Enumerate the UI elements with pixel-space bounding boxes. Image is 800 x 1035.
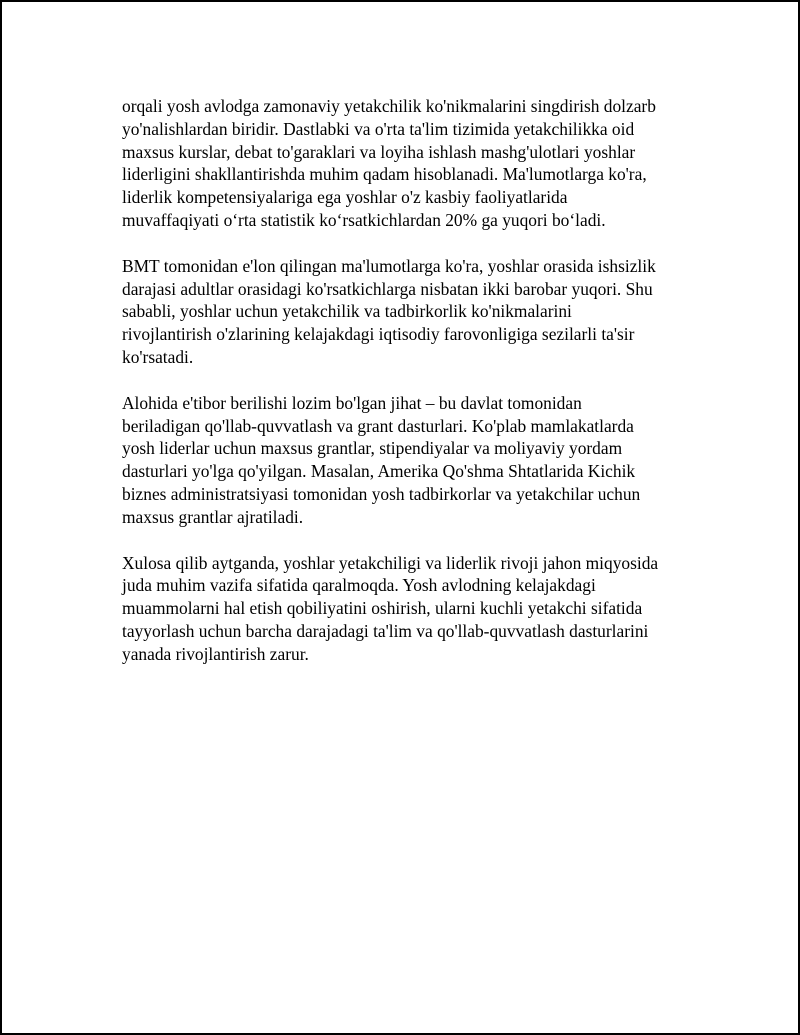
text-line: muammolarni hal etish qobiliyatini oshirish, ularni kuchli yetakchi sifatida [122, 598, 643, 619]
text-line: beriladigan qo'llab-quvvatlash va grant dasturlari. Ko'plab mamlakatlarda [122, 415, 634, 436]
text-line: yo'nalishlardan biridir. Dastlabki va o'rta ta'lim tizimida yetakchilikka oid [122, 118, 635, 139]
text-line: darajasi adultlar orasidagi ko'rsatkichlarga nisbatan ikki barobar yuqori. Shu [122, 278, 653, 299]
text-line: Xulosa qilib aytganda, yoshlar yetakchiligi va liderlik rivoji jahon miqyosida [122, 552, 659, 573]
text-line: liderligini shakllantirishda muhim qadam hisoblanadi. Ma'lumotlarga ko'ra, [122, 164, 647, 185]
text-line: liderlik kompetensiyalariga ega yoshlar o'z kasbiy faoliyatlarida [122, 187, 568, 208]
text-line: biznes administratsiyasi tomonidan yosh tadbirkorlar va yetakchilar uchun [122, 483, 641, 504]
text-line: ko'rsatadi. [122, 346, 194, 367]
text-line: yanada rivojlantirish zarur. [122, 643, 309, 664]
paragraph-3 [122, 392, 702, 529]
text-line: maxsus grantlar ajratiladi. [122, 506, 304, 527]
text-line: sababli, yoshlar uchun yetakchilik va tadbirkorlik ko'nikmalarini [122, 301, 572, 322]
text-line: muvaffaqiyati o‘rta statistik ko‘rsatkichlardan 20% ga yuqori bo‘ladi. [122, 209, 606, 230]
text-line: orqali yosh avlodga zamonaviy yetakchilik ko'nikmalarini singdirish dolzarb [122, 96, 656, 116]
paragraph-4 [122, 552, 702, 666]
text-line: BMT tomonidan e'lon qilingan ma'lumotlarga ko'ra, yoshlar orasida ishsizlik [122, 255, 656, 276]
text-line: tayyorlash uchun barcha darajadagi ta'lim va qo'llab-quvvatlash dasturlarini [122, 620, 649, 641]
text-line: maxsus kurslar, debat to'garaklari va loyiha ishlash mashg'ulotlari yoshlar [122, 141, 636, 162]
document-body [122, 95, 702, 689]
text-line: rivojlantirish o'zlarining kelajakdagi iqtisodiy farovonligiga sezilarli ta'sir [122, 324, 635, 345]
paragraph-2 [122, 255, 702, 369]
text-line: Alohida e'tibor berilishi lozim bo'lgan jihat – bu davlat tomonidan [122, 392, 582, 413]
text-line: yosh liderlar uchun maxsus grantlar, stipendiyalar va moliyaviy yordam [122, 438, 623, 459]
text-line: juda muhim vazifa sifatida qaralmoqda. Yosh avlodning kelajakdagi [122, 575, 596, 596]
paragraph-1 [122, 95, 702, 232]
text-line: dasturlari yo'lga qo'yilgan. Masalan, Amerika Qo'shma Shtatlarida Kichik [122, 461, 636, 482]
